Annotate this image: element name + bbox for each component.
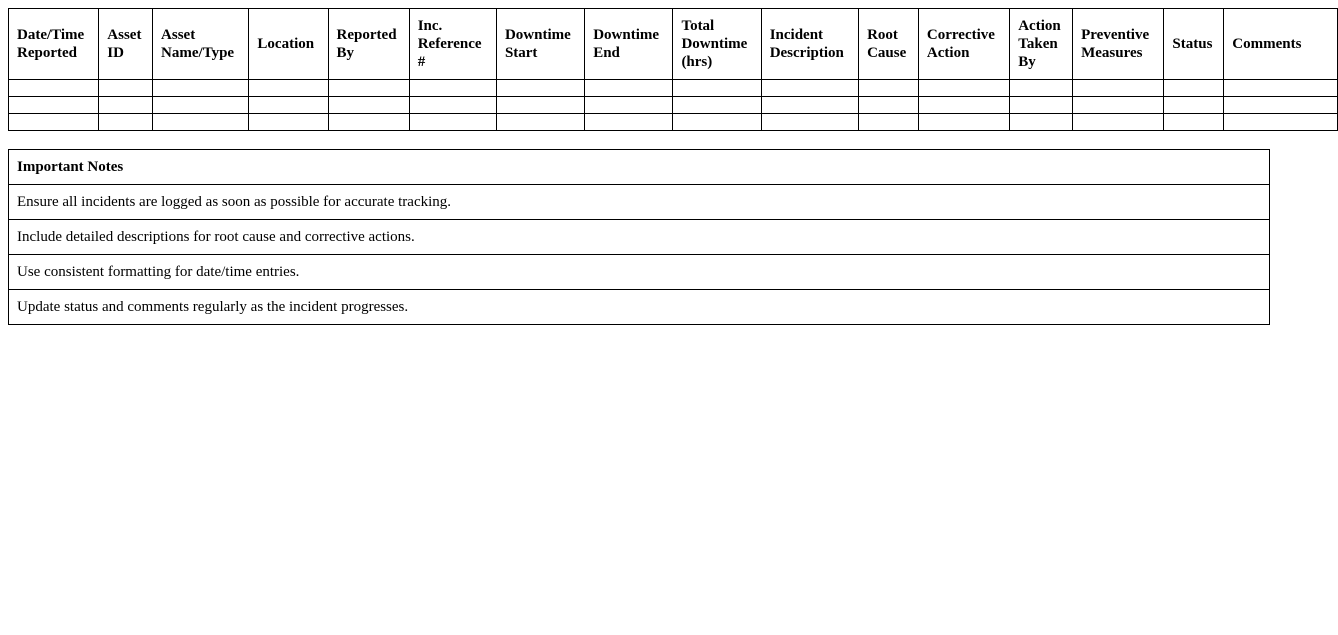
header-row xyxy=(9,9,1338,80)
note-row xyxy=(9,220,1270,255)
table-row xyxy=(9,97,1338,114)
table-cell[interactable] xyxy=(249,80,328,97)
table-cell[interactable] xyxy=(859,97,919,114)
table-cell[interactable] xyxy=(761,114,858,131)
note-item: Update status and comments regularly as the incident progresses. xyxy=(9,290,1270,325)
column-header-root-cause: Root Cause xyxy=(859,9,919,80)
notes-header-row xyxy=(9,150,1270,185)
table-cell[interactable] xyxy=(761,80,858,97)
table-cell[interactable] xyxy=(9,80,99,97)
table-cell[interactable] xyxy=(153,97,249,114)
column-header-total-downtime: Total Downtime (hrs) xyxy=(673,9,761,80)
table-cell[interactable] xyxy=(9,97,99,114)
table-cell[interactable] xyxy=(918,97,1009,114)
table-cell[interactable] xyxy=(918,80,1009,97)
table-cell[interactable] xyxy=(153,80,249,97)
table-cell[interactable] xyxy=(328,97,409,114)
note-item: Include detailed descriptions for root cause and corrective actions. xyxy=(9,220,1270,255)
table-cell[interactable] xyxy=(585,80,673,97)
table-cell[interactable] xyxy=(585,114,673,131)
table-cell[interactable] xyxy=(409,80,496,97)
table-cell[interactable] xyxy=(1224,97,1338,114)
table-cell[interactable] xyxy=(409,114,496,131)
table-cell[interactable] xyxy=(859,80,919,97)
table-cell[interactable] xyxy=(9,114,99,131)
column-header-comments: Comments xyxy=(1224,9,1338,80)
table-cell[interactable] xyxy=(99,114,153,131)
table-cell[interactable] xyxy=(1164,114,1224,131)
table-cell[interactable] xyxy=(918,114,1009,131)
column-header-status: Status xyxy=(1164,9,1224,80)
table-cell[interactable] xyxy=(1010,97,1073,114)
column-header-preventive-measures: Preventive Measures xyxy=(1073,9,1164,80)
table-cell[interactable] xyxy=(409,97,496,114)
table-cell[interactable] xyxy=(249,97,328,114)
table-cell[interactable] xyxy=(673,97,761,114)
column-header-asset-id: Asset ID xyxy=(99,9,153,80)
incident-log-body xyxy=(9,80,1338,131)
table-cell[interactable] xyxy=(496,97,584,114)
table-cell[interactable] xyxy=(1164,80,1224,97)
incident-log-container xyxy=(8,8,1302,131)
table-cell[interactable] xyxy=(1073,114,1164,131)
note-row xyxy=(9,290,1270,325)
table-cell[interactable] xyxy=(585,97,673,114)
column-header-location: Location xyxy=(249,9,328,80)
table-row xyxy=(9,80,1338,97)
column-header-corrective-action: Corrective Action xyxy=(918,9,1009,80)
table-cell[interactable] xyxy=(496,80,584,97)
table-cell[interactable] xyxy=(1224,80,1338,97)
table-row xyxy=(9,114,1338,131)
table-cell[interactable] xyxy=(859,114,919,131)
column-header-inc-reference: Inc. Reference # xyxy=(409,9,496,80)
table-cell[interactable] xyxy=(673,114,761,131)
table-cell[interactable] xyxy=(1164,97,1224,114)
table-cell[interactable] xyxy=(328,114,409,131)
note-row xyxy=(9,185,1270,220)
note-row xyxy=(9,255,1270,290)
table-cell[interactable] xyxy=(1073,80,1164,97)
table-cell[interactable] xyxy=(1010,80,1073,97)
column-header-action-taken-by: Action Taken By xyxy=(1010,9,1073,80)
table-cell[interactable] xyxy=(1073,97,1164,114)
table-cell[interactable] xyxy=(496,114,584,131)
important-notes-table xyxy=(8,149,1270,325)
table-cell[interactable] xyxy=(153,114,249,131)
table-cell[interactable] xyxy=(99,80,153,97)
table-cell[interactable] xyxy=(99,97,153,114)
note-item: Use consistent formatting for date/time entries. xyxy=(9,255,1270,290)
table-cell[interactable] xyxy=(761,97,858,114)
column-header-reported-by: Reported By xyxy=(328,9,409,80)
table-cell[interactable] xyxy=(1224,114,1338,131)
table-cell[interactable] xyxy=(673,80,761,97)
column-header-date-time-reported: Date/Time Reported xyxy=(9,9,99,80)
column-header-downtime-start: Downtime Start xyxy=(496,9,584,80)
table-cell[interactable] xyxy=(328,80,409,97)
column-header-asset-name-type: Asset Name/Type xyxy=(153,9,249,80)
notes-title: Important Notes xyxy=(9,150,1270,185)
note-item: Ensure all incidents are logged as soon as possible for accurate tracking. xyxy=(9,185,1270,220)
table-cell[interactable] xyxy=(1010,114,1073,131)
table-cell[interactable] xyxy=(249,114,328,131)
column-header-downtime-end: Downtime End xyxy=(585,9,673,80)
column-header-incident-description: Incident Description xyxy=(761,9,858,80)
incident-log-table xyxy=(8,8,1338,131)
